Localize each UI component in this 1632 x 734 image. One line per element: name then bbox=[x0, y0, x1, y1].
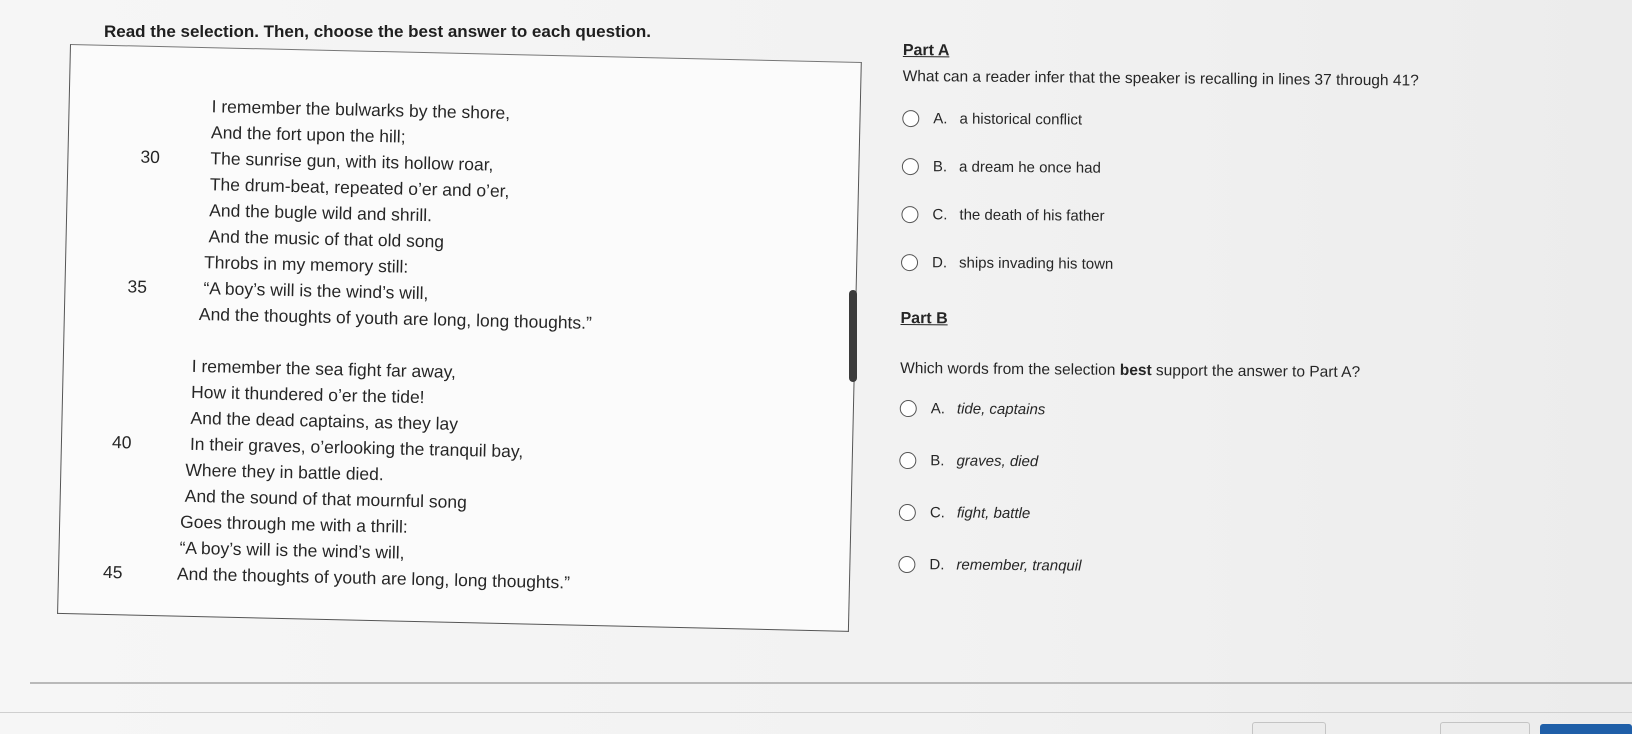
option-text: remember, tranquil bbox=[956, 556, 1082, 575]
part-b-option-c[interactable] bbox=[899, 504, 1031, 522]
passage-line: And the dead captains, as they lay bbox=[190, 407, 459, 434]
line-number: 45 bbox=[102, 561, 123, 583]
passage-line: “A boy’s will is the wind’s will, bbox=[179, 537, 405, 563]
passage-line: The drum-beat, repeated o’er and o’er, bbox=[209, 174, 510, 202]
prompt-text: support the answer to Part A? bbox=[1151, 362, 1361, 382]
prompt-text: Which words from the selection bbox=[900, 359, 1120, 379]
divider bbox=[0, 712, 1632, 713]
passage-line: “A boy’s will is the wind’s will, bbox=[203, 278, 429, 304]
line-number: 35 bbox=[127, 276, 148, 297]
passage-line: And the thoughts of youth are long, long thoughts.” bbox=[176, 563, 571, 593]
passage-line: And the thoughts of youth are long, long thoughts.” bbox=[198, 303, 593, 333]
part-a-heading: Part A bbox=[902, 41, 950, 60]
radio-button[interactable] bbox=[899, 452, 916, 469]
part-a-option-c[interactable] bbox=[901, 206, 1104, 225]
part-a-option-b[interactable] bbox=[902, 158, 1101, 177]
option-text: a dream he once had bbox=[958, 158, 1101, 177]
radio-button[interactable] bbox=[902, 110, 919, 127]
part-b-heading: Part B bbox=[900, 309, 948, 328]
passage-scrollbar[interactable] bbox=[849, 290, 857, 382]
passage-line: I remember the sea fight far away, bbox=[191, 355, 457, 382]
passage-panel[interactable] bbox=[57, 44, 862, 632]
radio-button[interactable] bbox=[902, 158, 919, 175]
questions-panel bbox=[898, 38, 1623, 644]
passage-line: And the fort upon the hill; bbox=[210, 122, 406, 147]
radio-button[interactable] bbox=[901, 254, 918, 271]
option-text: ships invading his town bbox=[958, 254, 1114, 273]
option-letter: B. bbox=[930, 452, 945, 470]
part-b-prompt bbox=[900, 360, 1360, 382]
option-text: the death of his father bbox=[959, 206, 1105, 225]
prompt-emphasis: best bbox=[1119, 361, 1152, 380]
divider bbox=[30, 682, 1632, 684]
line-number: 40 bbox=[111, 432, 132, 453]
part-b-option-a[interactable] bbox=[900, 400, 1046, 418]
radio-button[interactable] bbox=[901, 206, 918, 223]
line-number: 30 bbox=[140, 146, 161, 168]
part-b-option-d[interactable] bbox=[898, 556, 1081, 575]
option-letter: D. bbox=[931, 254, 948, 272]
radio-button[interactable] bbox=[899, 504, 916, 521]
passage-line: How it thundered o’er the tide! bbox=[190, 381, 425, 408]
radio-button[interactable] bbox=[898, 556, 915, 573]
option-letter: B. bbox=[932, 158, 948, 176]
passage-line: The sunrise gun, with its hollow roar, bbox=[210, 148, 494, 175]
option-letter: A. bbox=[930, 400, 946, 418]
passage-line: Goes through me with a thrill: bbox=[179, 511, 408, 537]
passage-line: And the sound of that mournful song bbox=[184, 485, 468, 513]
instructions: Read the selection. Then, choose the best answer to each question. bbox=[104, 22, 651, 41]
passage-line: And the music of that old song bbox=[208, 226, 445, 252]
nav-button[interactable] bbox=[1252, 722, 1326, 734]
option-text: a historical conflict bbox=[959, 110, 1083, 129]
passage-line: And the bugle wild and shrill. bbox=[209, 200, 433, 226]
option-letter: A. bbox=[933, 110, 948, 128]
part-a-prompt: What can a reader infer that the speaker is recalling in lines 37 through 41? bbox=[902, 67, 1419, 90]
option-text: fight, battle bbox=[956, 504, 1031, 523]
part-b-option-b[interactable] bbox=[899, 452, 1038, 470]
radio-button[interactable] bbox=[900, 400, 917, 417]
option-letter: D. bbox=[929, 556, 945, 574]
next-button[interactable] bbox=[1540, 724, 1632, 734]
part-a-option-a[interactable] bbox=[902, 110, 1082, 129]
passage-line: Throbs in my memory still: bbox=[203, 252, 409, 277]
passage-line: I remember the bulwarks by the shore, bbox=[211, 96, 511, 124]
option-letter: C. bbox=[929, 504, 945, 522]
option-letter: C. bbox=[932, 206, 948, 224]
nav-button[interactable] bbox=[1440, 722, 1530, 734]
option-text: graves, died bbox=[956, 452, 1039, 471]
part-a-option-d[interactable] bbox=[901, 254, 1113, 273]
passage-line: Where they in battle died. bbox=[185, 459, 384, 485]
option-text: tide, captains bbox=[956, 400, 1046, 419]
passage-line: In their graves, o’erlooking the tranquil bay, bbox=[189, 433, 524, 462]
